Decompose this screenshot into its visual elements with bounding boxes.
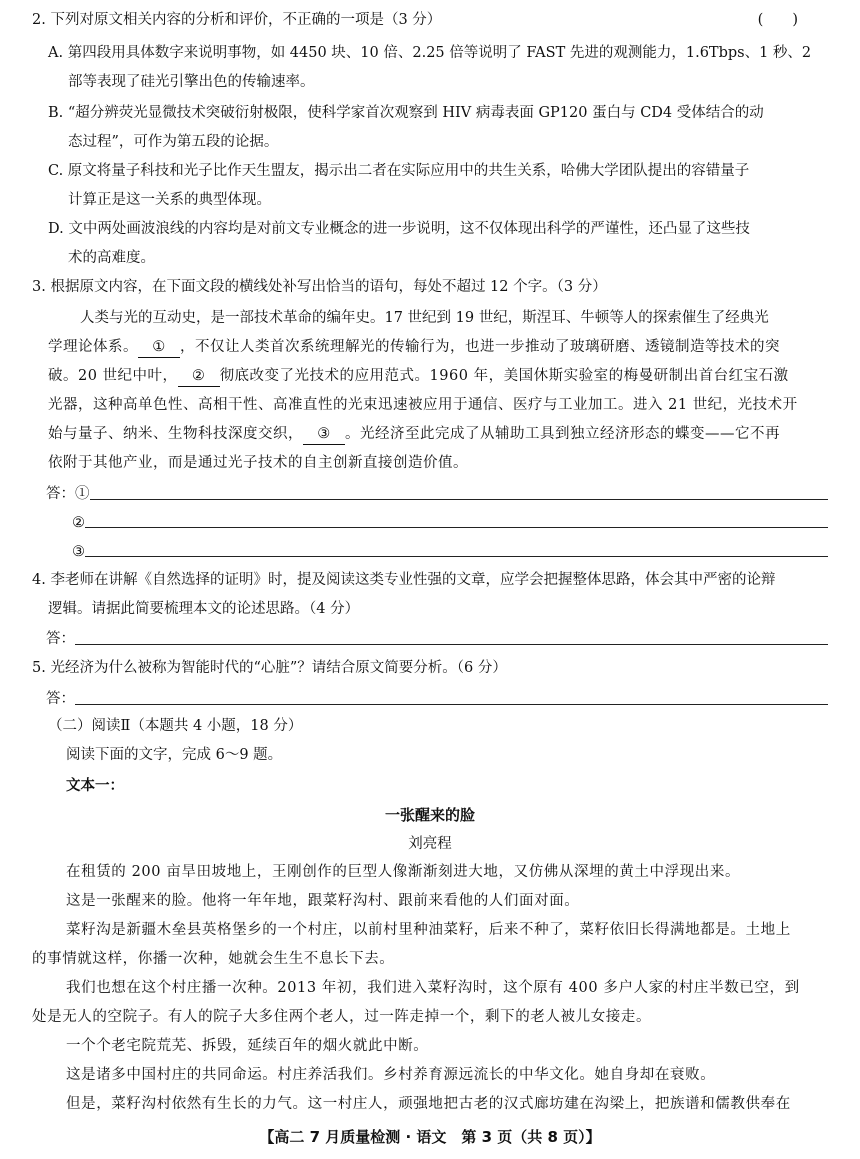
q3-passage-line3 xyxy=(48,366,830,387)
q3-answer-1[interactable] xyxy=(46,483,828,503)
q3-passage-line5 xyxy=(48,424,830,445)
section-instruction: 阅读下面的文字，完成 6～9 题。 xyxy=(66,747,283,763)
option-c-line2: 计算正是这一关系的典型体现。 xyxy=(68,192,271,208)
text-one-label: 文本一： xyxy=(66,778,124,794)
page-footer: 【高二 7 月质量检测 · 语文 第 3 页（共 8 页）】 xyxy=(259,1128,601,1146)
answer-label: ② xyxy=(72,515,85,531)
answer-label: 答：① xyxy=(46,486,90,502)
q3-passage-text: 始与量子、纳米、生物科技深度交织， xyxy=(48,426,303,442)
question-5-line1: 5. 光经济为什么被称为智能时代的“心脏”？请结合原文简要分析。（6 分） xyxy=(32,660,507,676)
q4-answer[interactable] xyxy=(46,628,828,648)
q3-passage-line4: 光器，这种高单色性、高相干性、高准直性的光束迅速被应用于通信、医疗与工业加工。进入 21 世纪，光技术开 xyxy=(48,397,798,413)
q3-answer-3[interactable] xyxy=(72,540,828,560)
story-para-5: 一个个老宅院荒芜、拆毁，延续百年的烟火就此中断。 xyxy=(66,1038,429,1054)
answer-line[interactable] xyxy=(90,499,829,500)
option-d-line2: 术的高难度。 xyxy=(68,250,155,266)
blank-3: ③ xyxy=(303,424,345,445)
answer-line[interactable] xyxy=(85,556,828,557)
story-author: 刘亮程 xyxy=(408,836,452,852)
story-para-6: 这是诸多中国村庄的共同命运。村庄养活我们。乡村养育源远流长的中华文化。她自身却在衰败。 xyxy=(66,1067,716,1083)
answer-line[interactable] xyxy=(85,527,828,528)
blank-2: ② xyxy=(178,366,220,387)
q3-passage-text: 破。20 世纪中叶， xyxy=(48,368,178,384)
story-para-2: 这是一张醒来的脸。他将一年年地，跟菜籽沟村、跟前来看他的人们面对面。 xyxy=(66,893,580,909)
q3-passage-text: 学理论体系。 xyxy=(48,339,138,355)
q3-passage-text: 彻底改变了光技术的应用范式。1960 年，美国休斯实验室的梅曼研制出首台红宝石激 xyxy=(219,368,789,384)
answer-line[interactable] xyxy=(75,704,828,705)
blank-1: ① xyxy=(138,337,180,358)
story-para-7: 但是，菜籽沟村依然有生长的力气。这一村庄人，顽强地把古老的汉式廊坊建在沟梁上，把族谱和儒教供奉在 xyxy=(66,1096,791,1112)
q3-passage-line6: 依附于其他产业，而是通过光子技术的自主创新直接创造价值。 xyxy=(48,455,468,471)
answer-parentheses: ( ) xyxy=(757,12,798,28)
option-d-line1: D. 文中两处画波浪线的内容均是对前文专业概念的进一步说明，这不仅体现出科学的严谨性，还凸显了这些技 xyxy=(48,221,750,237)
answer-label: ③ xyxy=(72,544,85,560)
story-para-4-line2: 处是无人的空院子。有人的院子大多住两个老人，过一阵走掉一个，剩下的老人被儿女接走。 xyxy=(32,1009,652,1025)
q3-answer-2[interactable] xyxy=(72,511,828,531)
option-b-line2: 态过程”，可作为第五段的论据。 xyxy=(68,134,279,150)
story-para-4-line1: 我们也想在这个村庄播一次种。2013 年初，我们进入菜籽沟时，这个原有 400 多户人家的村庄半数已空，到 xyxy=(66,980,800,996)
option-a-line2: 部等表现了硅光引擎出色的传输速率。 xyxy=(68,74,315,90)
q3-passage-text: ，不仅让人类首次系统理解光的传输行为，也进一步推动了玻璃研磨、透镜制造等技术的突 xyxy=(180,339,780,355)
answer-label: 答： xyxy=(46,691,75,707)
question-2-stem xyxy=(32,10,830,30)
section-heading: （二）阅读Ⅱ（本题共 4 小题，18 分） xyxy=(48,718,303,734)
option-c-line1: C. 原文将量子科技和光子比作天生盟友，揭示出二者在实际应用中的共生关系，哈佛大学团队提出的容错量子 xyxy=(48,163,750,179)
story-para-3-line2: 的事情就这样，你播一次种，她就会生生不息长下去。 xyxy=(32,951,395,967)
option-a-line1: A. 第四段用具体数字来说明事物，如 4450 块、10 倍、2.25 倍等说明了 FAST 先进的观测能力，1.6Tbps、1 秒、2 xyxy=(48,45,812,61)
question-4-line2: 逻辑。请据此简要梳理本文的论述思路。（4 分） xyxy=(48,601,360,617)
story-para-3-line1: 菜籽沟是新疆木垒县英格堡乡的一个村庄，以前村里种油菜籽，后来不种了，菜籽依旧长得满地都是。土地上 xyxy=(66,922,791,938)
question-4-line1: 4. 李老师在讲解《自然选择的证明》时，提及阅读这类专业性强的文章，应学会把握整体思路，体会其中严密的论辩 xyxy=(32,572,776,588)
q3-passage-line2 xyxy=(48,337,830,358)
question-2-stem-text: 2. 下列对原文相关内容的分析和评价，不正确的一项是（3 分） xyxy=(32,12,442,28)
story-title: 一张醒来的脸 xyxy=(384,806,475,824)
question-3-stem: 3. 根据原文内容，在下面文段的横线处补写出恰当的语句，每处不超过 12 个字。（3 分） xyxy=(32,279,607,295)
story-para-1: 在租赁的 200 亩旱田坡地上，王刚创作的巨型人像渐渐刻进大地，又仿佛从深埋的黄土中浮现出来。 xyxy=(66,864,741,880)
q3-passage-line1: 人类与光的互动史，是一部技术革命的编年史。17 世纪到 19 世纪，斯涅耳、牛顿等人的探索催生了经典光 xyxy=(80,310,769,326)
option-b-line1: B. “超分辨荧光显微技术突破衍射极限，使科学家首次观察到 HIV 病毒表面 GP120 蛋白与 CD4 受体结合的动 xyxy=(48,105,764,121)
q3-passage-text: 。光经济至此完成了从辅助工具到独立经济形态的蝶变——它不再 xyxy=(345,426,780,442)
q5-answer[interactable] xyxy=(46,688,828,708)
answer-line[interactable] xyxy=(75,644,828,645)
answer-label: 答： xyxy=(46,631,75,647)
